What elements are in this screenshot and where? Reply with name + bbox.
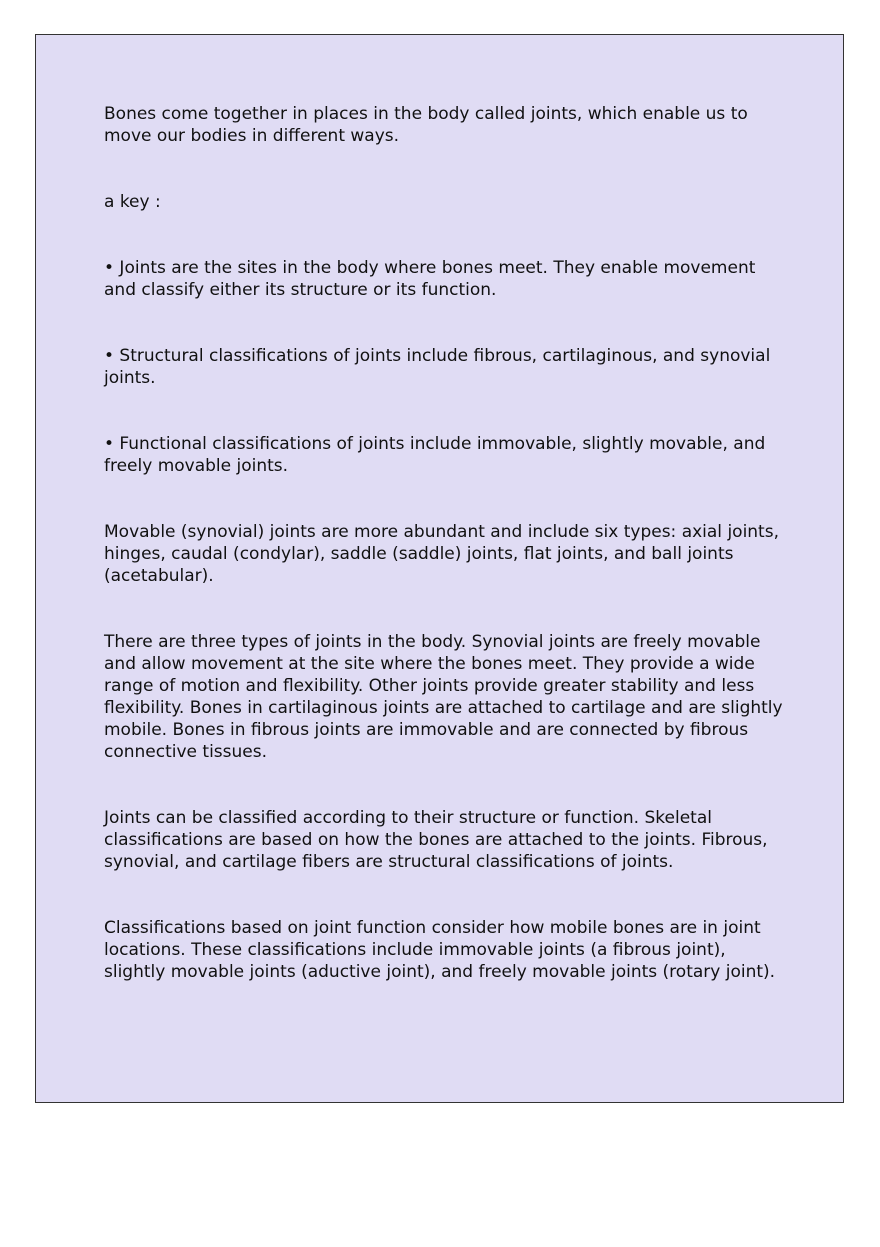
three-types-paragraph: There are three types of joints in the body. Synovial joints are freely movable and allow movement at the site where the bones meet. They provide a wide range of motion and flexibility. Other joints provide greater stability and less flexibility. Bones in cartilaginous joints are attached to cartilage and are slightly mobile. Bones in fibrous joints are immovable and are connected by fibrous connective tissues. bbox=[104, 632, 783, 762]
movable-joints-paragraph: Movable (synovial) joints are more abundant and include six types: axial joints, hinges, caudal (condylar), saddle (saddle) joints, flat joints, and ball joints (acetabular). bbox=[104, 522, 779, 586]
classification-paragraph: Joints can be classified according to their structure or function. Skeletal classifications are based on how the bones are attached to the joints. Fibrous, synovial, and cartilage fibers are structural classifications of joints. bbox=[104, 808, 768, 872]
function-classification-paragraph: Classifications based on joint function consider how mobile bones are in joint locations. These classifications include immovable joints (a fibrous joint), slightly movable joints (aductive joint), and freely movable joints (rotary joint). bbox=[104, 918, 776, 982]
bullet-functional-classification: • Functional classifications of joints include immovable, slightly movable, and freely movable joints. bbox=[104, 434, 766, 476]
document-panel bbox=[35, 34, 844, 1103]
intro-paragraph: Bones come together in places in the body called joints, which enable us to move our bodies in different ways. bbox=[104, 104, 748, 146]
key-heading: a key : bbox=[104, 192, 161, 212]
bullet-joints-definition: • Joints are the sites in the body where bones meet. They enable movement and classify either its structure or its function. bbox=[104, 258, 756, 300]
bullet-structural-classification: • Structural classifications of joints include fibrous, cartilaginous, and synovial joints. bbox=[104, 346, 771, 388]
document-content bbox=[104, 103, 784, 1027]
